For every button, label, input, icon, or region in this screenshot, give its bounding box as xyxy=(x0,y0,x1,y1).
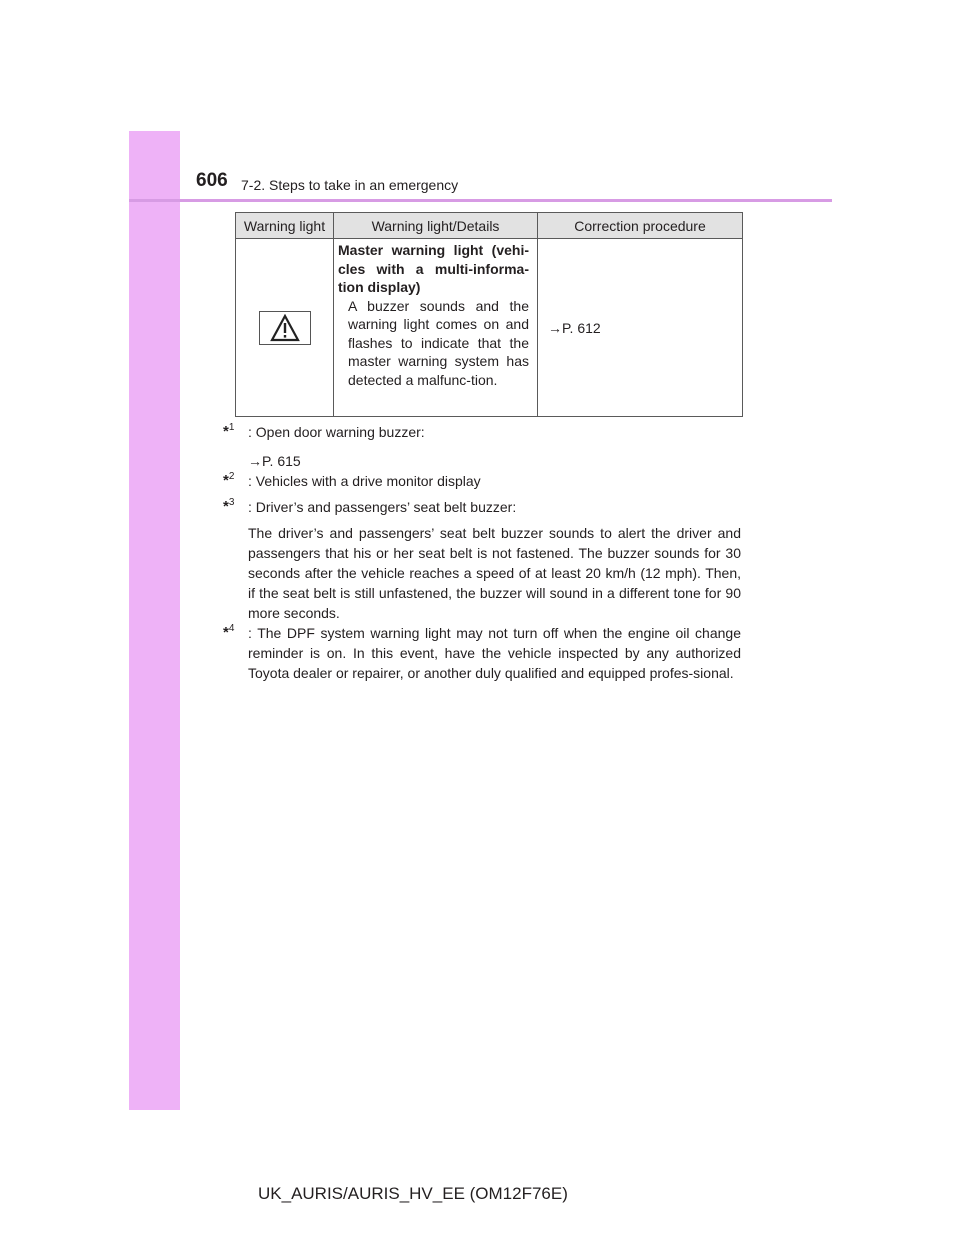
warning-light-table xyxy=(235,212,743,417)
warning-triangle-icon xyxy=(259,311,311,345)
table-header-row xyxy=(236,213,743,239)
page-reference: →P. 615 xyxy=(248,453,301,469)
footnote-marker: *$^4$ xyxy=(223,623,235,641)
page-number: 606 xyxy=(196,170,228,191)
footnote-detail: The driver’s and passengers’ seat belt buzzer sounds to alert the driver and passengers that his or her seat belt is not fastened. The buzzer sounds for 30 seconds after the vehicle reaches a speed of at least 20 km/h (12 mph). Then, if the seat belt is still unfastened, the buzzer will sound in a different tone for 90 more seconds. xyxy=(248,525,741,621)
footnote-text: : Driver’s and passengers’ seat belt buzzer: xyxy=(248,499,517,515)
column-header: Correction procedure xyxy=(538,213,743,239)
warning-light-cell xyxy=(236,239,334,417)
footnote-marker: *$^2$ xyxy=(223,471,235,489)
footnote-marker: *$^1$ xyxy=(223,422,235,440)
section-title: 7-2. Steps to take in an emergency xyxy=(241,177,459,193)
warning-title: Master warning light (vehi-cles with a multi-informa-tion display) xyxy=(338,242,529,295)
column-header: Warning light xyxy=(236,213,334,239)
side-tab xyxy=(129,131,180,1110)
correction-procedure: →P. 612 xyxy=(538,239,743,417)
column-header: Warning light/Details xyxy=(334,213,538,239)
footnote-1 xyxy=(223,422,741,471)
header-rule xyxy=(129,199,832,202)
warning-description: A buzzer sounds and the warning light comes on and flashes to indicate that the master warning system has detected a malfunc-tion. xyxy=(348,297,529,388)
footnotes xyxy=(223,422,741,683)
footnote-marker: *$^3$ xyxy=(223,497,235,515)
footnote-text: : Vehicles with a drive monitor display xyxy=(248,473,481,489)
footer-code: UK_AURIS/AURIS_HV_EE (OM12F76E) xyxy=(258,1184,568,1203)
footnote-4 xyxy=(223,623,741,683)
footnote-text: : The DPF system warning light may not turn off when the engine oil change reminder is on. In this event, have the vehicle inspected by any authorized Toyota dealer or repairer, or another duly qualified and equipped profes-sional. xyxy=(248,625,741,681)
table-row xyxy=(236,239,743,417)
warning-details-cell xyxy=(334,239,538,417)
footnote-text: : Open door warning buzzer: xyxy=(248,424,425,440)
footnote-3 xyxy=(223,497,741,623)
footnote-2 xyxy=(223,471,741,491)
